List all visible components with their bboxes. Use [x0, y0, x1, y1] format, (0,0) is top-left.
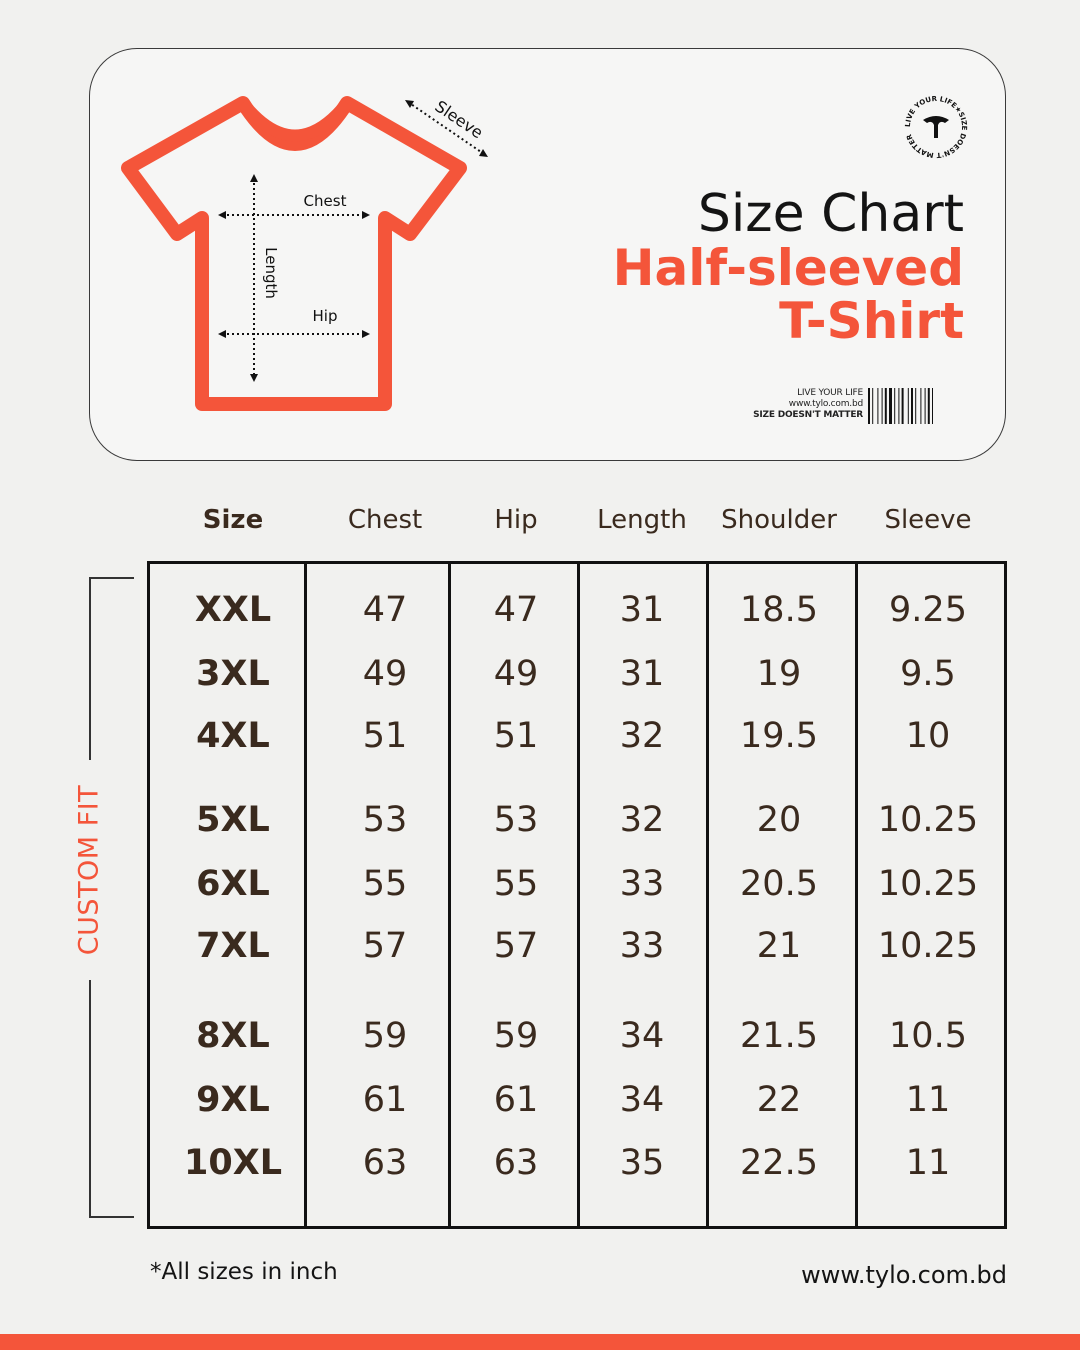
cell-size: 10XL [184, 1143, 282, 1183]
brand-logo-icon [896, 92, 976, 162]
cell-size: 4XL [196, 716, 270, 756]
hip-label: Hip [312, 307, 338, 325]
table-divider [147, 561, 150, 1229]
cell-chest: 49 [362, 654, 408, 694]
cell-sleeve: 11 [905, 1080, 951, 1120]
cell-chest: 59 [362, 1016, 408, 1056]
cell-chest: 57 [362, 926, 408, 966]
website-link[interactable]: www.tylo.com.bd [801, 1261, 1007, 1289]
header-shoulder: Shoulder [721, 505, 837, 535]
barcode-icon [868, 388, 958, 424]
bracket-line [89, 980, 91, 1217]
cell-sleeve: 9.25 [889, 590, 967, 630]
cell-sleeve: 10.25 [877, 800, 979, 840]
tag-line-2: www.tylo.com.bd [788, 399, 863, 409]
cell-shoulder: 19 [756, 654, 802, 694]
title-size-chart: Size Chart [697, 184, 964, 244]
cell-chest: 61 [362, 1080, 408, 1120]
header-length: Length [597, 505, 687, 535]
cell-size: 6XL [196, 864, 270, 904]
cell-hip: 55 [493, 864, 539, 904]
cell-chest: 63 [362, 1143, 408, 1183]
cell-shoulder: 20.5 [740, 864, 818, 904]
cell-chest: 55 [362, 864, 408, 904]
cell-hip: 47 [493, 590, 539, 630]
cell-length: 31 [619, 654, 665, 694]
cell-shoulder: 18.5 [740, 590, 818, 630]
tag-line-1: LIVE YOUR LIFE [797, 388, 863, 398]
cell-shoulder: 21 [756, 926, 802, 966]
cell-size: 5XL [196, 800, 270, 840]
table-divider [1004, 561, 1007, 1229]
cell-length: 32 [619, 716, 665, 756]
cell-length: 34 [619, 1016, 665, 1056]
length-label: Length [262, 247, 280, 299]
cell-hip: 53 [493, 800, 539, 840]
cell-length: 33 [619, 926, 665, 966]
cell-size: 3XL [196, 654, 270, 694]
footnote: *All sizes in inch [150, 1259, 338, 1285]
title-tshirt: T-Shirt [779, 292, 964, 350]
cell-sleeve: 10 [905, 716, 951, 756]
header-chest: Chest [347, 505, 423, 535]
cell-shoulder: 19.5 [740, 716, 818, 756]
cell-sleeve: 10.25 [877, 864, 979, 904]
cell-shoulder: 22.5 [740, 1143, 818, 1183]
cell-shoulder: 20 [756, 800, 802, 840]
cell-chest: 53 [362, 800, 408, 840]
cell-size: XXL [194, 590, 272, 630]
cell-length: 33 [619, 864, 665, 904]
cell-size: 9XL [196, 1080, 270, 1120]
cell-size: 8XL [196, 1016, 270, 1056]
cell-chest: 47 [362, 590, 408, 630]
header-hip: Hip [494, 505, 538, 535]
cell-hip: 59 [493, 1016, 539, 1056]
cell-size: 7XL [196, 926, 270, 966]
cell-sleeve: 11 [905, 1143, 951, 1183]
sleeve-label: Sleeve [431, 96, 487, 143]
cell-length: 32 [619, 800, 665, 840]
tshirt-outline-icon [128, 103, 460, 404]
header-sleeve: Sleeve [884, 505, 972, 535]
cell-hip: 61 [493, 1080, 539, 1120]
title-block [613, 186, 964, 348]
tag-line-3: SIZE DOESN'T MATTER [753, 410, 863, 420]
title-half-sleeved: Half-sleeved [612, 239, 964, 297]
bracket-tick [89, 1216, 134, 1218]
header-size: Size [202, 505, 264, 535]
svg-text:LIVE YOUR LIFE★SIZE DOESN'T MA: LIVE YOUR LIFE★SIZE DOESN'T MATTER [903, 94, 969, 160]
custom-fit-label: CUSTOM FIT [73, 784, 105, 956]
cell-shoulder: 21.5 [740, 1016, 818, 1056]
cell-shoulder: 22 [756, 1080, 802, 1120]
cell-length: 34 [619, 1080, 665, 1120]
tshirt-diagram [0, 0, 520, 460]
cell-sleeve: 9.5 [900, 654, 956, 694]
chest-label: Chest [303, 192, 347, 210]
table-divider [304, 561, 307, 1229]
cell-length: 35 [619, 1143, 665, 1183]
cell-chest: 51 [362, 716, 408, 756]
cell-sleeve: 10.25 [877, 926, 979, 966]
bracket-line [89, 577, 91, 760]
cell-hip: 57 [493, 926, 539, 966]
cell-hip: 51 [493, 716, 539, 756]
cell-hip: 63 [493, 1143, 539, 1183]
bottom-accent-bar [0, 1334, 1080, 1350]
cell-sleeve: 10.5 [889, 1016, 967, 1056]
bracket-tick [89, 577, 134, 579]
cell-length: 31 [619, 590, 665, 630]
cell-hip: 49 [493, 654, 539, 694]
